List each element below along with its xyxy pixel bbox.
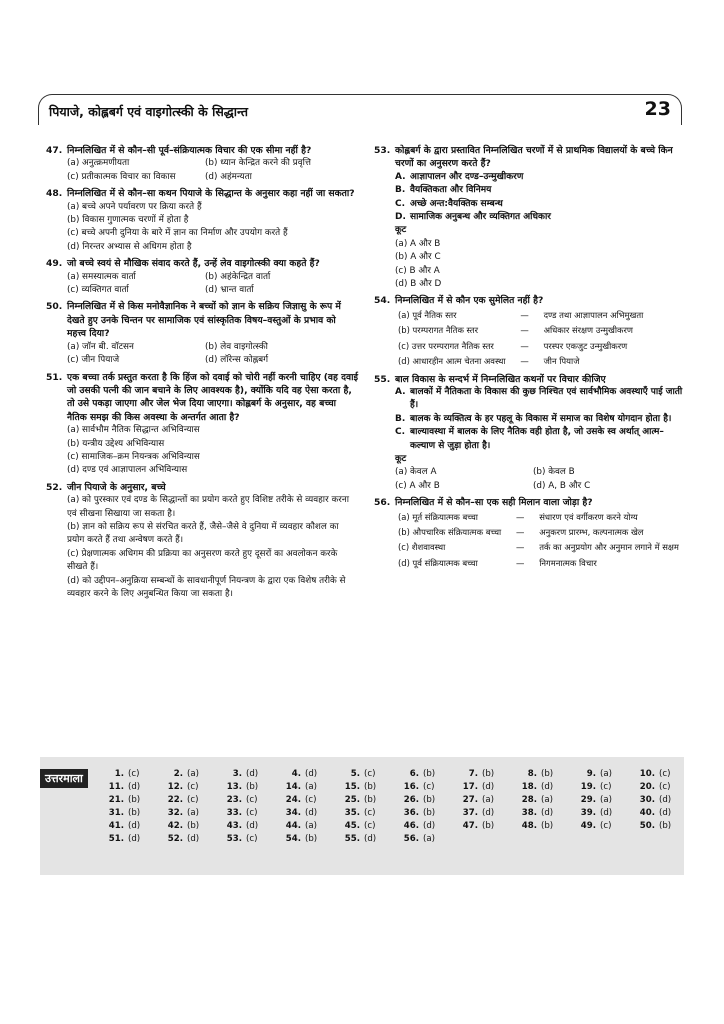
- match-table: [395, 308, 646, 370]
- answer-number: 2.: [173, 769, 183, 779]
- match-row: (b) औपचारिक संक्रियात्मक बच्चा — अनुकरण प्रारम्भ, कल्पनात्मक खेल: [398, 526, 644, 537]
- answer-value: (b): [541, 769, 554, 779]
- answer-number: 52.: [167, 834, 183, 844]
- answer-value: (a): [187, 769, 199, 779]
- answer-item: [395, 808, 454, 818]
- answer-value: (d): [600, 808, 613, 818]
- answer-item: [454, 821, 513, 831]
- answer-item: [513, 795, 572, 805]
- answer-value: (a): [600, 795, 612, 805]
- option: (b) यन्त्रीय उद्देश्य अभिविन्यास: [67, 438, 165, 449]
- question-number: 51.: [46, 371, 63, 383]
- option: (b) ध्यान केन्द्रित करने की प्रवृत्ति: [205, 158, 311, 169]
- question-text: बाल विकास के सन्दर्भ में निम्नलिखित कथनों पर विचार कीजिए: [395, 373, 606, 385]
- answer-value: (d): [423, 821, 436, 831]
- answer-number: 39.: [580, 808, 596, 818]
- match-row: (a) मूर्त संक्रियात्मक बच्चा — संधारण एवं वर्गीकरण करने योग्य: [398, 511, 638, 522]
- answer-value: (c): [659, 782, 671, 792]
- answer-number: 32.: [167, 808, 183, 818]
- answer-value: (c): [364, 821, 376, 831]
- page-number: 23: [644, 98, 671, 120]
- answer-number: 38.: [521, 808, 537, 818]
- answer-value: (c): [246, 795, 258, 805]
- answer-value: (a): [541, 795, 553, 805]
- answer-item: [100, 821, 159, 831]
- answer-item: [277, 769, 336, 779]
- answer-value: (d): [659, 808, 672, 818]
- question-56: [374, 496, 686, 571]
- answer-number: 12.: [167, 782, 183, 792]
- answer-value: (c): [659, 769, 671, 779]
- answer-value: (c): [600, 782, 612, 792]
- statement: B. वैयक्तिकता और विनिमय: [395, 185, 492, 196]
- match-row: (b) परम्परागत नैतिक स्तर — अधिकार संरक्षण उन्मुखीकरण: [398, 325, 633, 336]
- option: (a) A और B: [395, 238, 441, 249]
- question-number: 55.: [374, 373, 391, 385]
- answer-value: (c): [246, 834, 258, 844]
- answer-item: [631, 769, 690, 779]
- answer-item: [159, 808, 218, 818]
- answer-number: 19.: [580, 782, 596, 792]
- answer-number: 43.: [226, 821, 242, 831]
- answer-number: 53.: [226, 834, 242, 844]
- answer-number: 29.: [580, 795, 596, 805]
- answer-item: [454, 769, 513, 779]
- answer-number: 23.: [226, 795, 242, 805]
- answer-item: [159, 782, 218, 792]
- option: (b) लेव वाइगोत्स्की: [205, 341, 268, 352]
- answer-number: 18.: [521, 782, 537, 792]
- question-text: निम्नलिखित में से कौन–सी पूर्व–संक्रियात्मक विचार की एक सीमा नहीं है?: [67, 145, 312, 156]
- answer-value: (a): [305, 782, 317, 792]
- answer-item: [100, 769, 159, 779]
- answer-number: 4.: [291, 769, 301, 779]
- answer-item: [159, 834, 218, 844]
- question-47: [46, 144, 358, 184]
- answer-number: 51.: [108, 834, 124, 844]
- answer-number: 46.: [403, 821, 419, 831]
- answer-number: 54.: [285, 834, 301, 844]
- answer-item: [572, 782, 631, 792]
- answer-item: [218, 782, 277, 792]
- answer-value: (c): [423, 782, 435, 792]
- answer-item: [572, 821, 631, 831]
- answer-item: [277, 834, 336, 844]
- answer-item: [395, 821, 454, 831]
- answer-item: [159, 821, 218, 831]
- option: (a) जॉन बी. वॉटसन: [67, 341, 134, 352]
- answer-item: [277, 808, 336, 818]
- question-52: [46, 481, 358, 602]
- answer-key-label: उत्तरमाला: [40, 769, 88, 788]
- answer-number: 27.: [462, 795, 478, 805]
- answer-value: (b): [128, 808, 141, 818]
- answer-item: [100, 795, 159, 805]
- answer-value: (b): [423, 769, 436, 779]
- answer-value: (d): [482, 782, 495, 792]
- answer-number: 6.: [409, 769, 419, 779]
- option: (d) दण्ड एवं आज्ञापालन अभिविन्यास: [67, 465, 188, 476]
- answer-number: 50.: [639, 821, 655, 831]
- answer-value: (d): [305, 808, 318, 818]
- option: (a) सार्वभौम नैतिक सिद्धान्त अभिविन्यास: [67, 425, 200, 436]
- answer-number: 28.: [521, 795, 537, 805]
- option: (d) को उद्दीपन–अनुक्रिया सम्बन्धों के सावधानीपूर्ण नियन्त्रण के द्वारा एक विशेष तरीके से व्यवहार करने के लिए अनुबन्धित किया जा सकता है।: [67, 575, 346, 599]
- answer-number: 41.: [108, 821, 124, 831]
- question-text: जीन पियाजे के अनुसार, बच्चे: [67, 481, 166, 493]
- left-column: [46, 144, 358, 604]
- answer-value: (d): [246, 769, 259, 779]
- answer-item: [631, 795, 690, 805]
- answer-number: 49.: [580, 821, 596, 831]
- question-text: कोह्लबर्ग के द्वारा प्रस्तावित निम्नलिखित चरणों में से प्राथमिक विद्यालयों के बच्चे किन चरणों का अनुसरण करते हैं?: [395, 145, 673, 170]
- question-50: [46, 300, 358, 367]
- statement: D. सामाजिक अनुबन्ध और व्यक्तिगत अधिकार: [395, 212, 551, 223]
- answer-value: (c): [305, 795, 317, 805]
- answer-item: [454, 795, 513, 805]
- question-number: 48.: [46, 188, 63, 200]
- answer-value: (d): [659, 795, 672, 805]
- question-51: [46, 371, 358, 478]
- answer-value: (b): [659, 821, 672, 831]
- answer-item: [631, 808, 690, 818]
- option: (b) अहंकेन्द्रित वार्ता: [205, 271, 271, 282]
- answer-item: [513, 769, 572, 779]
- answer-item: [395, 795, 454, 805]
- question-number: 56.: [374, 497, 391, 509]
- option: (d) लॉरेन्स कोह्लबर्ग: [205, 355, 269, 366]
- statement: C. बाल्यावस्था में बालक के लिए नैतिक वही होता है, जो उसके स्व अर्थात् आत्म–कल्याण से जुड़ा होता है।: [395, 427, 664, 451]
- answer-value: (b): [128, 795, 141, 805]
- answer-number: 16.: [403, 782, 419, 792]
- answer-value: (d): [128, 821, 141, 831]
- option: (a) केवल A: [395, 467, 437, 478]
- answer-item: [159, 769, 218, 779]
- answer-value: (c): [364, 769, 376, 779]
- answer-value: (d): [364, 834, 377, 844]
- answer-value: (a): [600, 769, 612, 779]
- answer-item: [218, 769, 277, 779]
- answer-number: 10.: [639, 769, 655, 779]
- answer-value: (a): [482, 795, 494, 805]
- question-number: 53.: [374, 145, 391, 156]
- option: (d) A, B और C: [533, 480, 591, 491]
- answer-number: 33.: [226, 808, 242, 818]
- answer-item: [218, 821, 277, 831]
- option: (a) बच्चे अपने पर्यावरण पर क्रिया करते हैं: [67, 201, 202, 212]
- question-number: 47.: [46, 145, 63, 156]
- option: (d) अहंमन्यता: [205, 171, 252, 182]
- answer-number: 20.: [639, 782, 655, 792]
- option: (c) प्रतीकात्मक विचार का विकास: [67, 171, 176, 182]
- answer-number: 9.: [586, 769, 596, 779]
- answer-item: [277, 795, 336, 805]
- answer-item: [159, 795, 218, 805]
- answer-value: (c): [246, 808, 258, 818]
- option: (b) विकास गुणात्मक चरणों में होता है: [67, 215, 189, 226]
- answer-item: [513, 782, 572, 792]
- answer-number: 42.: [167, 821, 183, 831]
- answer-value: (b): [246, 782, 259, 792]
- answer-number: 24.: [285, 795, 301, 805]
- answer-number: 17.: [462, 782, 478, 792]
- option: (b) ज्ञान को सक्रिय रूप से संरचित करते हैं, जैसे–जैसे वे दुनिया में व्यवहार कौशल का प्रयोग करते हैं तथा अन्वेषण करते हैं।: [67, 521, 339, 546]
- answer-item: [100, 834, 159, 844]
- option: (d) B और D: [395, 279, 442, 290]
- question-text: निम्नलिखित में से किस मनोवैज्ञानिक ने बच्चों को ज्ञान के सक्रिय जिज्ञासु के रूप में देखते हुए उनके चिन्तन पर सामाजिक एवं सांस्कृतिक विषय–वस्तुओं के प्रभाव को महत्त्व दिया?: [67, 301, 341, 340]
- answer-value: (c): [187, 782, 199, 792]
- option: (d) भ्रान्त वार्ता: [205, 285, 254, 296]
- question-49: [46, 257, 358, 297]
- answer-number: 8.: [527, 769, 537, 779]
- match-row: (d) पूर्व संक्रियात्मक बच्चा — निगमनात्मक विचार: [398, 557, 597, 568]
- answer-number: 31.: [108, 808, 124, 818]
- answer-value: (a): [305, 821, 317, 831]
- question-48: [46, 187, 358, 254]
- answer-value: (b): [482, 821, 495, 831]
- answer-item: [513, 808, 572, 818]
- right-column: [374, 144, 686, 574]
- answer-value: (c): [128, 769, 140, 779]
- answer-item: [454, 808, 513, 818]
- page-header: [38, 94, 682, 125]
- match-row: (d) आधारहीन आत्म चेतना अवस्था — जीन पियाजे: [398, 356, 580, 367]
- answer-number: 15.: [344, 782, 360, 792]
- answer-number: 30.: [639, 795, 655, 805]
- answer-value: (c): [600, 821, 612, 831]
- answer-item: [336, 769, 395, 779]
- option: (c) बच्चे अपनी दुनिया के बारे में ज्ञान का निर्माण और उपयोग करते हैं: [67, 228, 288, 239]
- option: (b) केवल B: [533, 467, 575, 478]
- option: (a) समस्यात्मक वार्ता: [67, 271, 136, 282]
- statement: A. आज्ञापालन और दण्ड–उन्मुखीकरण: [395, 171, 524, 182]
- code-label: कूट: [395, 453, 407, 464]
- answer-value: (b): [305, 834, 318, 844]
- answer-number: 35.: [344, 808, 360, 818]
- answer-number: 40.: [639, 808, 655, 818]
- answer-value: (a): [187, 808, 199, 818]
- answer-item: [100, 808, 159, 818]
- answer-value: (d): [246, 821, 259, 831]
- answer-number: 55.: [344, 834, 360, 844]
- answer-value: (c): [187, 795, 199, 805]
- question-number: 49.: [46, 258, 63, 270]
- option: (c) जीन पियाजे: [67, 355, 120, 366]
- answer-item: [336, 834, 395, 844]
- answer-value: (b): [423, 795, 436, 805]
- answer-value: (a): [423, 834, 435, 844]
- question-54: [374, 294, 686, 369]
- question-55: [374, 373, 686, 494]
- answer-value: (c): [364, 808, 376, 818]
- code-label: कूट: [395, 225, 407, 236]
- chapter-title: पियाजे, कोह्लबर्ग एवं वाइगोत्स्की के सिद्धान्त: [49, 104, 248, 119]
- answer-number: 22.: [167, 795, 183, 805]
- answer-number: 36.: [403, 808, 419, 818]
- answer-value: (b): [364, 795, 377, 805]
- answer-item: [395, 782, 454, 792]
- question-53: [374, 144, 686, 291]
- answer-number: 48.: [521, 821, 537, 831]
- option: (a) को पुरस्कार एवं दण्ड के सिद्धान्तों का प्रयोग करते हुए विशिष्ट तरीके से व्यवहार करना एवं सीखना सिखाया जा सकता है।: [67, 495, 349, 519]
- answer-number: 5.: [350, 769, 360, 779]
- answer-value: (b): [482, 769, 495, 779]
- answer-item: [336, 795, 395, 805]
- answer-number: 56.: [403, 834, 419, 844]
- answer-number: 11.: [108, 782, 124, 792]
- answer-number: 25.: [344, 795, 360, 805]
- answer-item: [572, 795, 631, 805]
- answer-item: [218, 795, 277, 805]
- answer-value: (d): [128, 782, 141, 792]
- answer-item: [277, 782, 336, 792]
- question-text: निम्नलिखित में से कौन–सा कथन पियाजे के सिद्धान्त के अनुसार कहा नहीं जा सकता?: [67, 188, 355, 200]
- statement: C. अच्छे अन्त:वैयक्तिक सम्बन्ध: [395, 198, 503, 209]
- answer-number: 47.: [462, 821, 478, 831]
- answer-value: (b): [187, 821, 200, 831]
- match-table: [395, 510, 682, 572]
- answer-number: 44.: [285, 821, 301, 831]
- answer-number: 7.: [468, 769, 478, 779]
- answer-number: 21.: [108, 795, 124, 805]
- answer-number: 37.: [462, 808, 478, 818]
- match-row: (c) शैशवावस्था — तर्क का अनुप्रयोग और अनुमान लगाने में सक्षम: [398, 542, 679, 553]
- answer-number: 3.: [232, 769, 242, 779]
- answer-number: 34.: [285, 808, 301, 818]
- question-text: एक बच्चा तर्क प्रस्तुत करता है कि हिंज को दवाई को चोरी नहीं करनी चाहिए (वह दवाई जो उसकी पत्नी की जान बचाने के लिए आवश्यक है), क्योंकि यदि वह ऐसा करता है, तो उसे पकड़ा जाएगा और जेल भेज दिया जाएगा। कोह्लबर्ग के अनुसार, वह बच्चा नैतिक समझ की किस अवस्था के अन्तर्गत आता है?: [67, 371, 358, 423]
- option: (c) व्यक्तिगत वार्ता: [67, 285, 129, 296]
- option: (a) अनुत्क्रमणीयता: [67, 158, 130, 169]
- answer-item: [218, 834, 277, 844]
- answer-item: [100, 782, 159, 792]
- option: (c) B और A: [395, 265, 440, 276]
- answer-key: [40, 757, 684, 875]
- option: (d) निरन्तर अभ्यास से अधिगम होता है: [67, 241, 192, 252]
- statement: B. बालक के व्यक्तित्व के हर पहलू के विकास में समाज का विशेष योगदान होता है।: [395, 413, 672, 424]
- answer-number: 45.: [344, 821, 360, 831]
- option: (c) A और B: [395, 480, 440, 491]
- question-number: 50.: [46, 301, 63, 313]
- answer-item: [513, 821, 572, 831]
- answer-number: 13.: [226, 782, 242, 792]
- answer-value: (b): [541, 821, 554, 831]
- answer-item: [395, 834, 454, 844]
- answer-grid: [100, 769, 690, 844]
- match-row: (a) पूर्व नैतिक स्तर — दण्ड तथा आज्ञापालन अभिमुखता: [398, 309, 644, 320]
- answer-item: [336, 782, 395, 792]
- answer-value: (d): [541, 782, 554, 792]
- answer-number: 1.: [114, 769, 124, 779]
- answer-item: [395, 769, 454, 779]
- answer-item: [572, 808, 631, 818]
- answer-value: (b): [423, 808, 436, 818]
- statement: A. बालकों में नैतिकता के विकास की कुछ निश्चित एवं सार्वभौमिक अवस्थाएँ पाई जाती हैं।: [395, 386, 683, 411]
- answer-number: 14.: [285, 782, 301, 792]
- answer-item: [631, 782, 690, 792]
- answer-value: (d): [128, 834, 141, 844]
- question-text: जो बच्चे स्वयं से मौखिक संवाद करते हैं, उन्हें लेव वाइगोत्स्की क्या कहते हैं?: [67, 258, 320, 270]
- answer-item: [336, 808, 395, 818]
- answer-value: (d): [541, 808, 554, 818]
- answer-item: [336, 821, 395, 831]
- answer-value: (d): [482, 808, 495, 818]
- answer-item: [572, 769, 631, 779]
- question-text: निम्नलिखित में से कौन एक सुमेलित नहीं है?: [395, 295, 544, 307]
- question-text: निम्नलिखित में से कौन–सा एक सही मिलान वाला जोड़ा है?: [395, 497, 593, 509]
- option: (b) A और C: [395, 252, 441, 263]
- question-number: 52.: [46, 481, 63, 493]
- answer-number: 26.: [403, 795, 419, 805]
- answer-item: [277, 821, 336, 831]
- answer-value: (b): [364, 782, 377, 792]
- match-row: (c) उत्तर परम्परागत नैतिक स्तर — परस्पर एकजुट उन्मुखीकरण: [398, 340, 628, 351]
- option: (c) सामाजिक–क्रम नियन्त्रक अभिविन्यास: [67, 451, 200, 462]
- option: (c) प्रेक्षणात्मक अधिगम की प्रक्रिया का अनुसरण करते हुए दूसरों का अवलोकन करके सीखते हैं।: [67, 548, 338, 573]
- answer-item: [454, 782, 513, 792]
- answer-item: [631, 821, 690, 831]
- question-number: 54.: [374, 295, 391, 307]
- answer-value: (d): [305, 769, 318, 779]
- answer-value: (d): [187, 834, 200, 844]
- answer-item: [218, 808, 277, 818]
